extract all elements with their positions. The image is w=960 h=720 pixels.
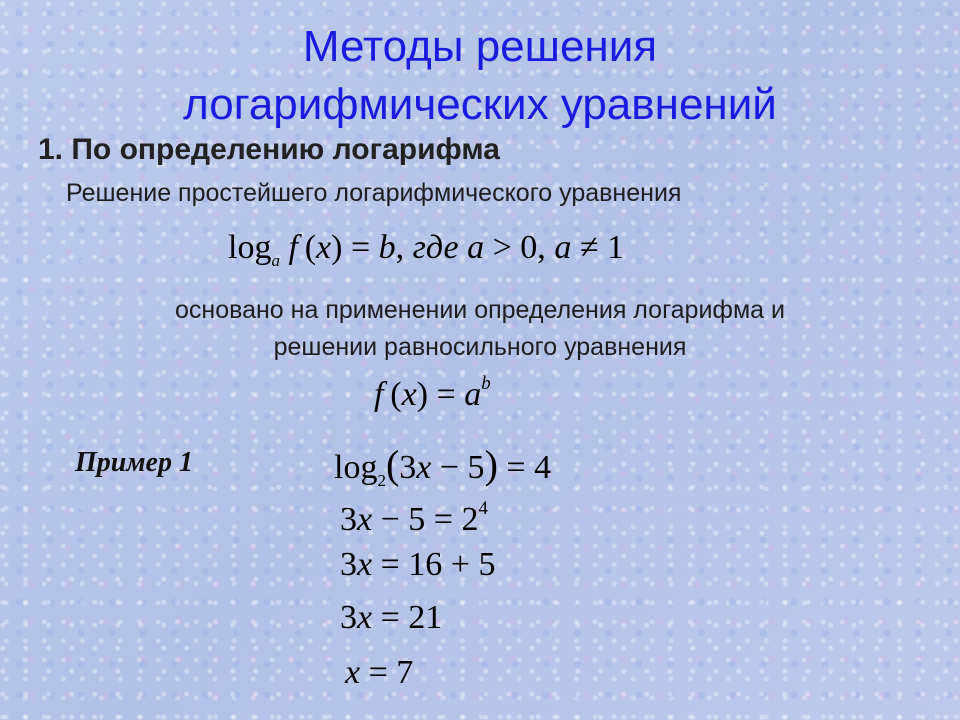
slide-title-line-2: логарифмических уравнений [183, 80, 777, 129]
example-step-1: $\log_2(3x - 5) = 4$ [334, 442, 552, 490]
formula-main: $\log_a f$ (x) = b, где a > 0, a ≠ 1 [228, 229, 624, 270]
section-heading: 1. По определению логарифма [38, 133, 500, 166]
example-step-5: x = 7 [345, 654, 414, 691]
intro-text: Решение простейшего логарифмического уравнения [66, 179, 682, 207]
formula-equivalent: f $(x) = a^b$ [374, 373, 491, 413]
explanation-line-2: решении равносильного уравнения [273, 333, 687, 361]
slide-title-line-1: Методы решения [302, 22, 658, 71]
example-step-2: $3x - 5 = 2^4$ [340, 498, 488, 538]
explanation-line-1: основано на применении определения логарифма и [174, 296, 785, 324]
example-label: Пример 1 [75, 447, 193, 478]
example-step-3: 3x = 16 + 5 [340, 546, 496, 583]
example-step-4: 3x = 21 [340, 599, 443, 636]
